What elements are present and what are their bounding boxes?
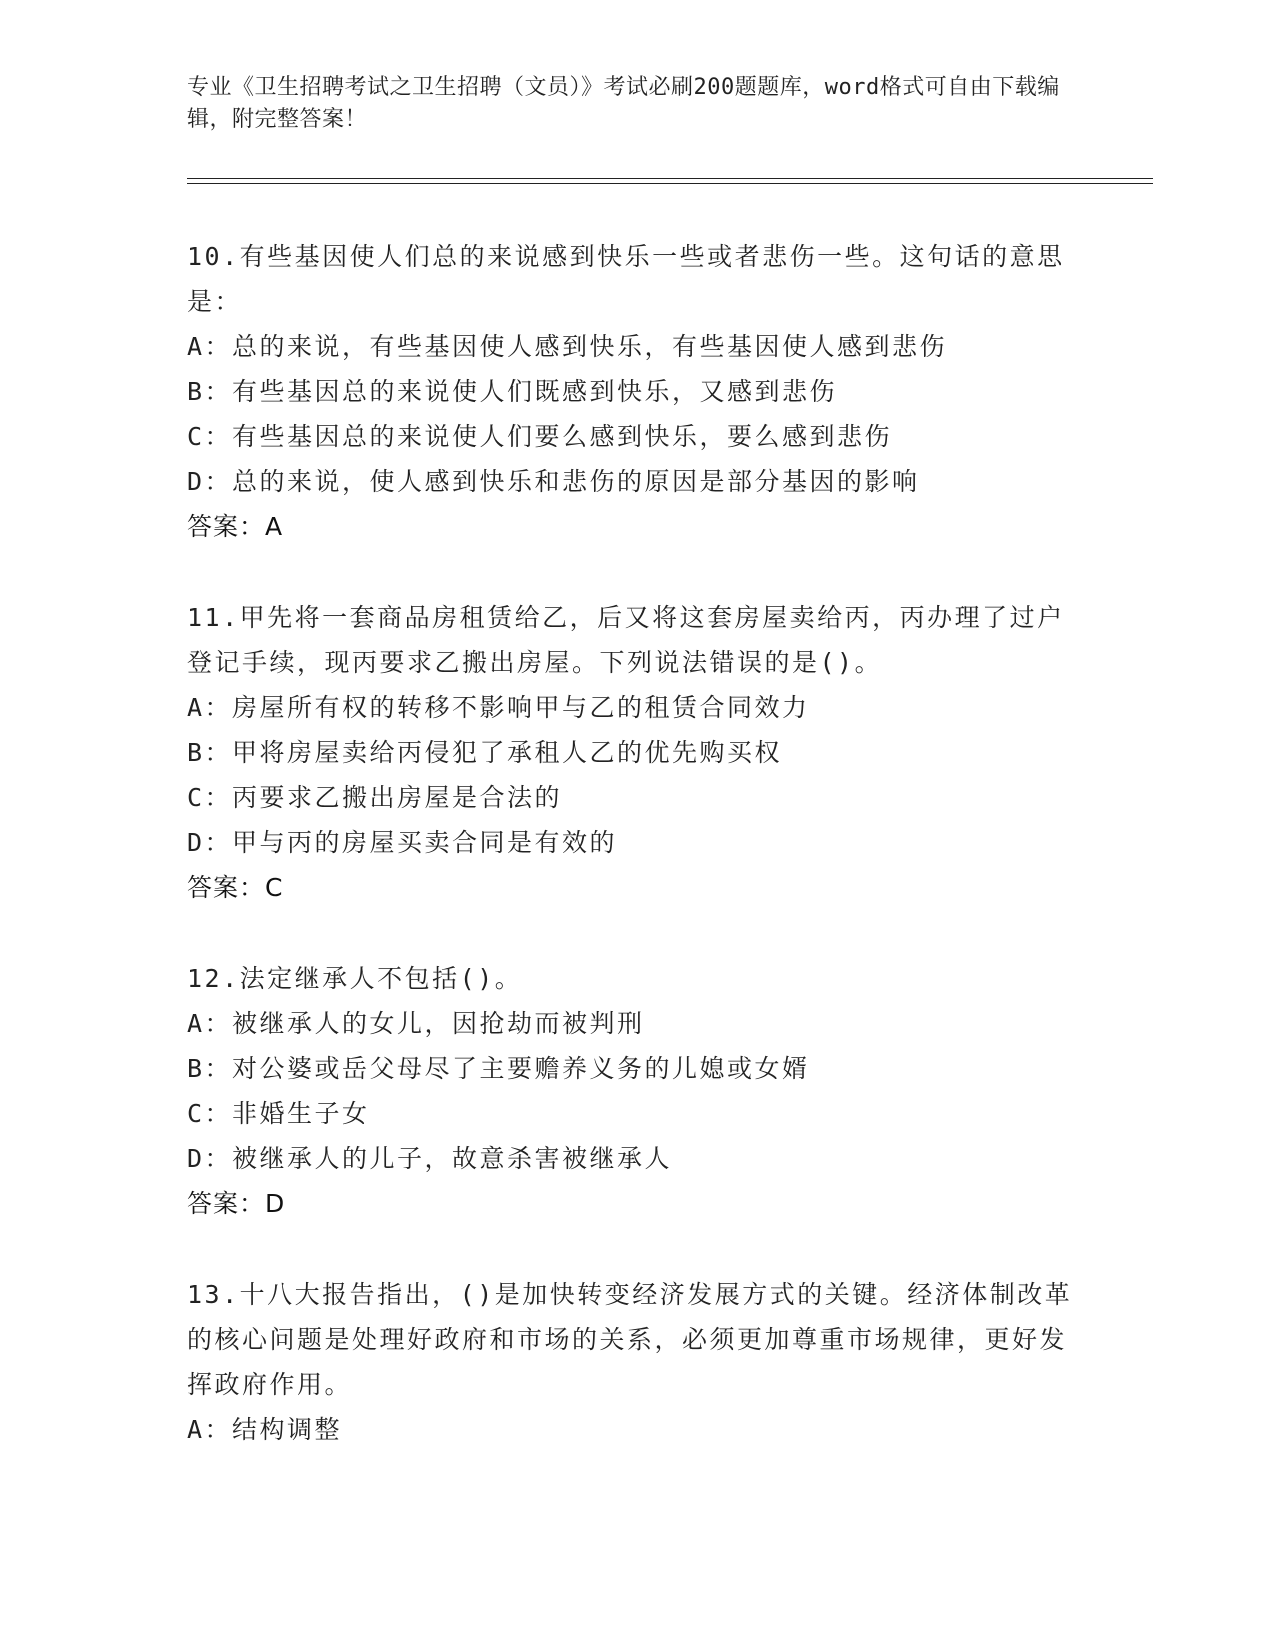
option-c: C：非婚生子女 — [187, 1099, 370, 1128]
option-b: B：对公婆或岳父母尽了主要赡养义务的儿媳或女婿 — [187, 1054, 810, 1083]
option-b: B：甲将房屋卖给丙侵犯了承租人乙的优先购买权 — [187, 738, 783, 767]
question-stem: 13.十八大报告指出，()是加快转变经济发展方式的关键。经济体制改革的核心问题是处理好政府和市场的关系，必须更加尊重市场规律，更好发挥政府作用。 — [187, 1280, 1073, 1399]
question-10 — [187, 234, 1077, 549]
question-stem: 12.法定继承人不包括()。 — [187, 964, 523, 993]
option-c: C：有些基因总的来说使人们要么感到快乐，要么感到悲伤 — [187, 422, 893, 451]
option-d: D：被继承人的儿子，故意杀害被继承人 — [187, 1144, 673, 1173]
header-divider-top — [187, 178, 1153, 179]
question-stem: 11.甲先将一套商品房租赁给乙，后又将这套房屋卖给丙，丙办理了过户登记手续，现丙要求乙搬出房屋。下列说法错误的是()。 — [187, 603, 1065, 677]
question-13 — [187, 1272, 1077, 1452]
option-d: D：甲与丙的房屋买卖合同是有效的 — [187, 828, 618, 857]
question-stem: 10.有些基因使人们总的来说感到快乐一些或者悲伤一些。这句话的意思是： — [187, 242, 1065, 316]
question-11 — [187, 595, 1077, 910]
question-list — [187, 234, 1077, 1498]
option-a: A：总的来说，有些基因使人感到快乐，有些基因使人感到悲伤 — [187, 332, 948, 361]
option-a: A：被继承人的女儿，因抢劫而被判刑 — [187, 1009, 645, 1038]
document-header: 专业《卫生招聘考试之卫生招聘（文员）》考试必刷200题题库，word格式可自由下载编辑，附完整答案！ — [187, 75, 1060, 132]
answer-label: 答案：C — [187, 873, 284, 902]
option-c: C：丙要求乙搬出房屋是合法的 — [187, 783, 563, 812]
option-b: B：有些基因总的来说使人们既感到快乐，又感到悲伤 — [187, 377, 838, 406]
header-divider-bottom — [187, 183, 1153, 184]
question-12 — [187, 956, 1077, 1226]
option-a: A：房屋所有权的转移不影响甲与乙的租赁合同效力 — [187, 693, 810, 722]
option-a: A：结构调整 — [187, 1415, 343, 1444]
option-d: D：总的来说，使人感到快乐和悲伤的原因是部分基因的影响 — [187, 467, 920, 496]
answer-label: 答案：A — [187, 512, 284, 541]
answer-label: 答案：D — [187, 1189, 286, 1218]
